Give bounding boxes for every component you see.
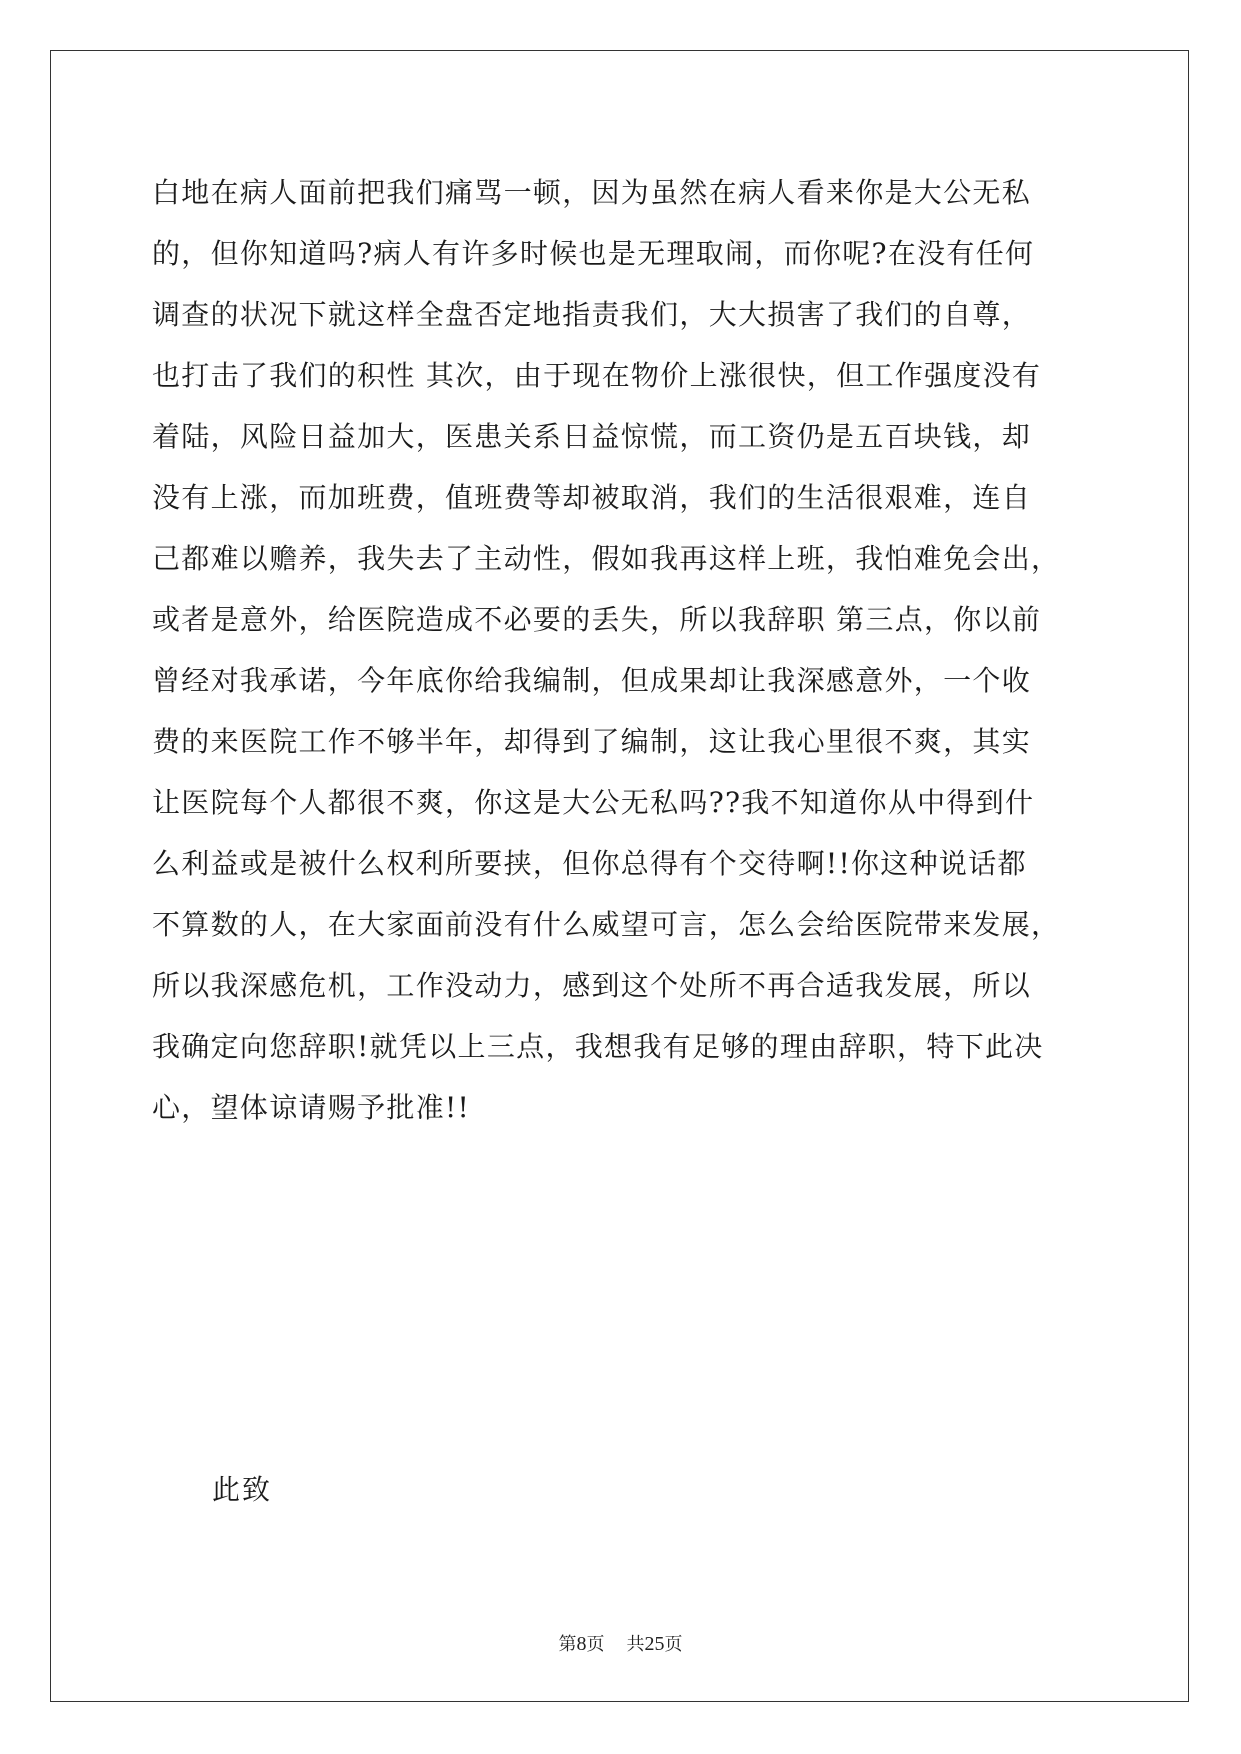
text-line: 白地在病人面前把我们痛骂一顿，因为虽然在病人看来你是大公无私 bbox=[152, 176, 1032, 209]
text-line: 着陆，风险日益加大，医患关系日益惊慌，而工资仍是五百块钱，却 bbox=[152, 420, 1032, 453]
text-line: 也打击了我们的积性 其次，由于现在物价上涨很快，但工作强度没有 bbox=[152, 359, 1042, 392]
page-suffix: 页 bbox=[586, 1634, 605, 1655]
text-line: 没有上涨，而加班费，值班费等却被取消，我们的生活很艰难，连自 bbox=[152, 481, 1032, 514]
letter-body bbox=[152, 162, 1112, 1138]
text-line: 己都难以赡养，我失去了主动性，假如我再这样上班，我怕难免会出， bbox=[152, 542, 1061, 575]
text-line: 不算数的人，在大家面前没有什么威望可言，怎么会给医院带来发展， bbox=[152, 908, 1061, 941]
text-line: 心，望体谅请赐予批准!! bbox=[152, 1091, 471, 1124]
text-line: 费的来医院工作不够半年，却得到了编制，这让我心里很不爽，其实 bbox=[152, 725, 1032, 758]
text-line: 所以我深感危机，工作没动力，感到这个处所不再合适我发展，所以 bbox=[152, 969, 1032, 1002]
text-line: 么利益或是被什么权利所要挟，但你总得有个交待啊!!你这种说话都 bbox=[152, 847, 1027, 880]
page-footer bbox=[0, 1632, 1241, 1657]
page-total: 25 bbox=[644, 1633, 665, 1655]
text-line: 让医院每个人都很不爽，你这是大公无私吗??我不知道你从中得到什 bbox=[152, 786, 1035, 819]
text-line: 调查的状况下就这样全盘否定地指责我们，大大损害了我们的自尊， bbox=[152, 298, 1032, 331]
text-line: 的，但你知道吗?病人有许多时候也是无理取闹，而你呢?在没有任何 bbox=[152, 237, 1035, 270]
text-line: 我确定向您辞职!就凭以上三点，我想我有足够的理由辞职，特下此决 bbox=[152, 1030, 1044, 1063]
total-suffix: 页 bbox=[664, 1634, 683, 1655]
total-prefix: 共 bbox=[626, 1634, 645, 1655]
text-line: 曾经对我承诺，今年底你给我编制，但成果却让我深感意外，一个收 bbox=[152, 664, 1032, 697]
page-prefix: 第 bbox=[558, 1634, 577, 1655]
page-current: 8 bbox=[576, 1633, 587, 1655]
closing-salutation: 此致 bbox=[212, 1473, 273, 1506]
text-line: 或者是意外，给医院造成不必要的丢失，所以我辞职 第三点，你以前 bbox=[152, 603, 1042, 636]
